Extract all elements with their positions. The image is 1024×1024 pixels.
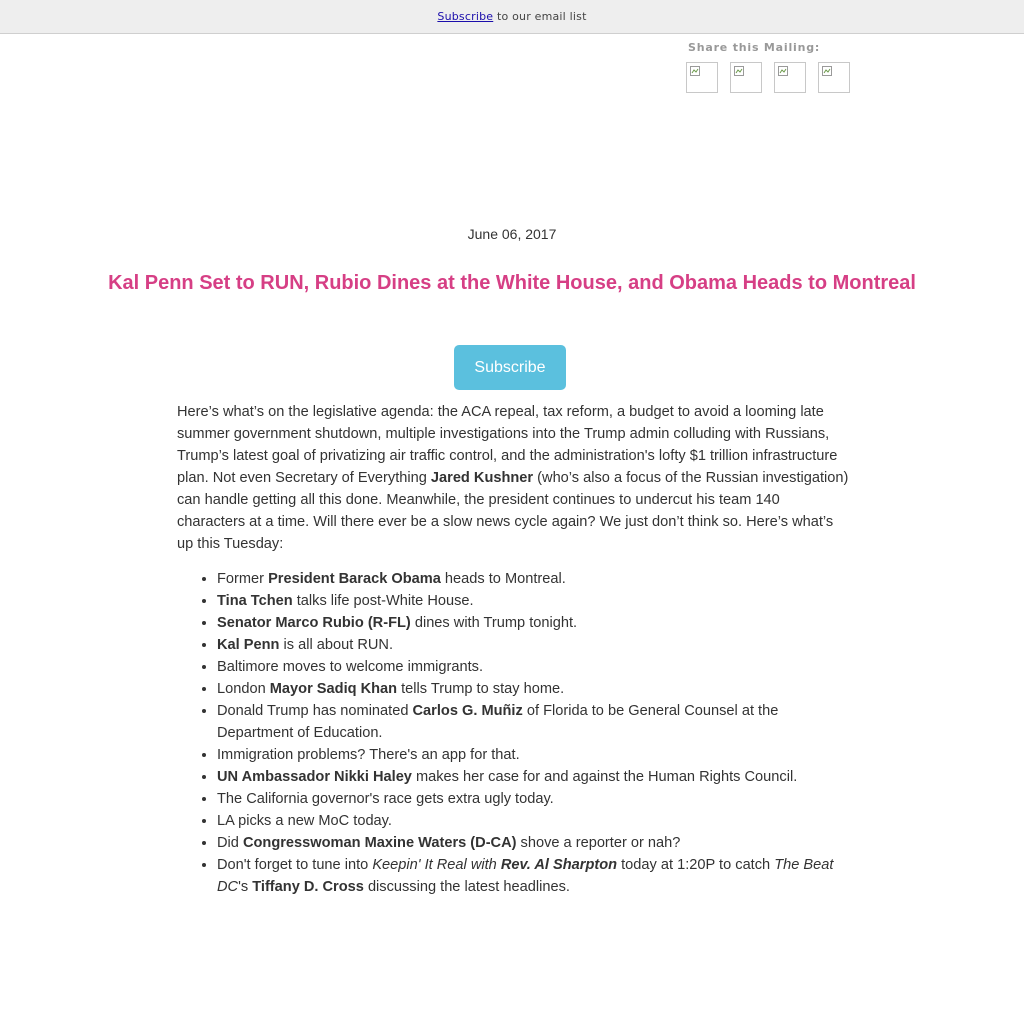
list-item: • UN Ambassador Nikki Haley makes her case for and against the Human Rights Council. <box>217 766 849 788</box>
headline: Kal Penn Set to RUN, Rubio Dines at the White House, and Obama Heads to Montreal <box>108 272 916 294</box>
list-item: • Donald Trump has nominated Carlos G. Muñiz of Florida to be General Counsel at the Department of Education. <box>217 700 849 744</box>
list-item: • Baltimore moves to welcome immigrants. <box>217 656 849 678</box>
share-label: Share this Mailing: <box>688 41 821 54</box>
subscribe-button[interactable]: Subscribe <box>454 345 566 390</box>
newsletter-body <box>177 401 849 898</box>
subscribe-banner <box>0 0 1024 34</box>
share-linkedin-button[interactable] <box>774 62 806 93</box>
list-item: • Tina Tchen talks life post-White House. <box>217 590 849 612</box>
linkedin-icon <box>778 66 788 76</box>
subscribe-banner-text: to our email list <box>493 10 587 23</box>
list-item: • Immigration problems? There's an app for that. <box>217 744 849 766</box>
twitter-icon <box>734 66 744 76</box>
mailing-date: June 06, 2017 <box>467 226 557 242</box>
facebook-icon <box>690 66 700 76</box>
list-item: • Did Congresswoman Maxine Waters (D-CA) shove a reporter or nah? <box>217 832 849 854</box>
intro-bold-name: Jared Kushner <box>430 470 534 486</box>
headline-list <box>177 568 849 898</box>
list-item: • LA picks a new MoC today. <box>217 810 849 832</box>
list-item: • The California governor's race gets extra ugly today. <box>217 788 849 810</box>
list-item: • Don't forget to tune into Keepin' It Real with Rev. Al Sharpton today at 1:20P to catch The Beat DC's Tiffany D. Cross discussing the latest headlines. <box>217 854 849 898</box>
share-email-button[interactable] <box>818 62 850 93</box>
list-item: • London Mayor Sadiq Khan tells Trump to stay home. <box>217 678 849 700</box>
share-facebook-button[interactable] <box>686 62 718 93</box>
list-item: • Kal Penn is all about RUN. <box>217 634 849 656</box>
list-item: • Former President Barack Obama heads to Montreal. <box>217 568 849 590</box>
intro-paragraph: Here’s what’s on the legislative agenda: the ACA repeal, tax reform, a budget to avoid a looming late summer government shutdown, multiple investigations into the Trump admin colluding with Russians, Trump’s latest goal of privatizing air traffic control, and the administration's lofty $1 trillion infrastructure plan. Not even Secretary of Everything Jared Kushner (who’s also a focus of the Russian investigation) can handle getting all this done. Meanwhile, the president continues to undercut his team 140 characters at a time. Will there ever be a slow news cycle again? We just don’t think so. Here’s what’s up this Tuesday: <box>177 404 849 552</box>
email-icon <box>822 66 832 76</box>
subscribe-link[interactable]: Subscribe <box>437 10 494 23</box>
list-item: • Senator Marco Rubio (R-FL) dines with Trump tonight. <box>217 612 849 634</box>
share-twitter-button[interactable] <box>730 62 762 93</box>
